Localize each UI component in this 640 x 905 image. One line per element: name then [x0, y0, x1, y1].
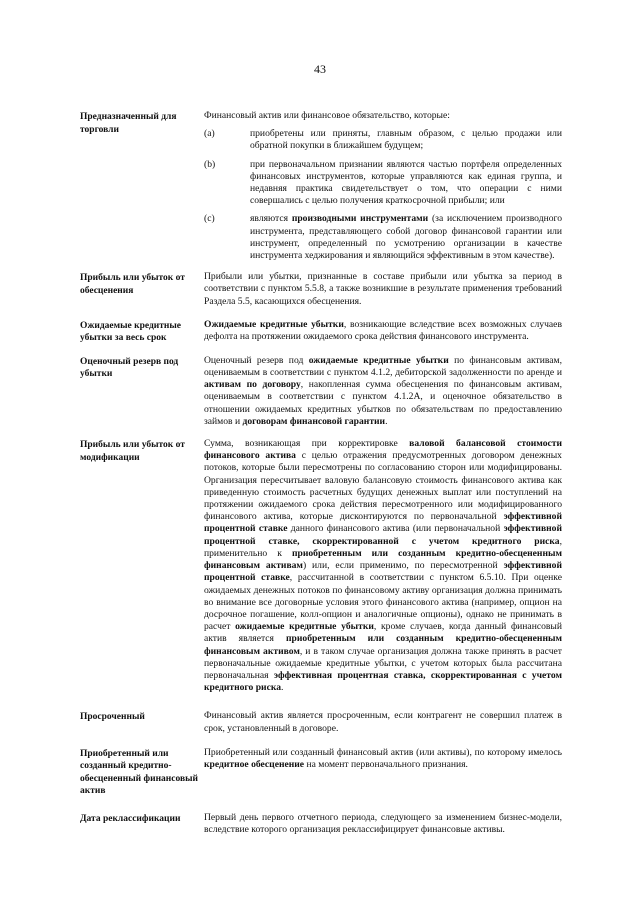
- definition: [204, 710, 562, 734]
- defined-term: эффективной процентной ставке: [204, 511, 562, 535]
- term: Прибыль или убыток от обесценения: [80, 273, 185, 296]
- glossary-entry-past-due: [80, 710, 562, 734]
- definition-text: Приобретенный или созданный финансовый актив (или активы), по которому имелось кредитное обесценение на момент первоначального признания.: [204, 746, 562, 770]
- definition-text: Оценочный резерв под ожидаемые кредитные убытки по финансовым активам, оцениваемым в соответствии с пунктом 4.1.2, дебиторской задолженности по аренде и активам по договору, накопленная сумма обесценения по финансовым активам, оцениваемым в соответствии с пунктом 4.1.2A, и оценочное обязательство в отношении ожидаемых кредитных убытков по обязательствам по предоставлению займов и договорам финансовой гарантии.: [204, 354, 562, 427]
- definition-intro: Финансовый актив или финансовое обязательство, которые:: [204, 110, 450, 121]
- defined-term: эффективной процентной ставке: [204, 560, 562, 584]
- term: Предназначенный для торговли: [80, 112, 177, 135]
- term: Ожидаемые кредитные убытки за весь срок: [80, 320, 182, 344]
- definition: [204, 319, 562, 343]
- defined-term: приобретенным или созданным кредитно-обесцененным финансовым активом: [204, 633, 563, 657]
- glossary-entry-modification-gain-loss: [80, 438, 562, 694]
- term: Прибыль или убыток от модификации: [80, 440, 185, 463]
- list-item: [204, 159, 562, 208]
- glossary-entry-lifetime-ecl: [80, 319, 562, 345]
- glossary-entry-held-for-trading: [80, 110, 562, 262]
- glossary-entry-reclassification-date: [80, 812, 562, 836]
- defined-term: эффективная процентная ставка, скорректированная с учетом кредитного риска: [204, 669, 562, 694]
- page-number: 43: [314, 62, 326, 76]
- defined-term: ожидаемые кредитные убытки: [235, 621, 374, 633]
- definition: [204, 812, 562, 836]
- list-item-label: (a): [204, 128, 215, 140]
- defined-term: валовой балансовой стоимости финансового актива: [204, 438, 562, 462]
- term: Просроченный: [80, 712, 145, 723]
- defined-term: активам по договору: [204, 379, 301, 391]
- list-item-text: являются производными инструментами (за исключением производного инструмента, представляющего собой договор финансовой гарантии или инструмент, определенный по усмотрению организации в качестве инструмента хеджирования и являющийся эффективным в этом качестве).: [250, 213, 563, 262]
- definition-text: Финансовый актив является просроченным, если контрагент не совершил платеж в срок, установленный в договоре.: [204, 710, 562, 734]
- list-item-text: при первоначальном признании являются частью портфеля определенных финансовых инструментов, которые управляются как единая группа, и недавняя практика свидетельствует о том, что операции с ними совершались с целью получения краткосрочной прибыли; или: [250, 158, 562, 207]
- definition-text: Сумма, возникающая при корректировке валовой балансовой стоимости финансового актива с целью отражения предусмотренных договором денежных потоков, которые были пересмотрены по согласованию сторон или модифицированы. Организация пересчитывает валовую балансовую стоимость финансового актива как приведенную стоимость расчетных будущих денежных выплат или поступлений на протяжении ожидаемого срока действия пересмотренного или модифицированного финансового актива, которые дисконтируются по первоначальной эффективной процентной ставке данного финансового актива (или первоначальной эффективной процентной ставке, скорректированной с учетом кредитного риска, применительно к приобретенным или созданным кредитно-обесцененным финансовым активам) или, если применимо, по пересмотренной эффективной процентной ставке, рассчитанной в соответствии с пунктом 6.5.10. При оценке ожидаемых денежных потоков по финансовому активу организация должна принимать во внимание все договорные условия этого финансового актива (например, опцион на досрочное погашение, колл-опцион и аналогичные опционы), однако не принимать в расчет ожидаемые кредитные убытки, кроме случаев, когда данный финансовый актив является приобретенным или созданным кредитно-обесцененным финансовым активом, и в таком случае организация должна также принять в расчет первоначальные ожидаемые кредитные убытки, с учетом которых была рассчитана первоначальная эффективная процентная ставка, скорректированная с учетом кредитного риска.: [204, 438, 563, 694]
- definition: [204, 355, 562, 428]
- definition: [204, 747, 562, 771]
- definition: [204, 110, 562, 262]
- term: Приобретенный или созданный кредитно-обесцененный финансовый актив: [80, 748, 199, 797]
- defined-term: ожидаемые кредитные убытки: [308, 354, 449, 366]
- list-item-label: (b): [204, 158, 216, 170]
- defined-term: кредитное обесценение: [204, 758, 305, 770]
- list-item-label: (c): [204, 213, 215, 225]
- defined-term: эффективной процентной ставке, скорректированной с учетом кредитного риска: [204, 523, 562, 547]
- list-item: [204, 213, 562, 262]
- list-item: [204, 128, 562, 152]
- glossary-entry-poci-financial-asset: [80, 747, 562, 798]
- glossary: [80, 110, 562, 836]
- definition-text: Первый день первого отчетного периода, следующего за изменением бизнес-модели, вследствие которого организация реклассифицирует финансовые активы.: [204, 811, 562, 835]
- list-item-text: приобретены или приняты, главным образом, с целью продажи или обратной покупки в ближайшем будущем;: [250, 128, 562, 152]
- defined-term: Ожидаемые кредитные убытки: [204, 318, 344, 330]
- term: Дата реклассификации: [80, 813, 181, 824]
- term: Оценочный резерв под убытки: [80, 356, 179, 380]
- definition-text: Прибыли или убытки, признанные в составе прибыли или убытка за период в соответствии с пунктом 5.5.8, а также возникшие в результате применения требований Раздела 5.5, касающихся обесценения.: [204, 271, 562, 307]
- defined-term: приобретенным или созданным кредитно-обесцененным финансовым активам: [204, 547, 562, 572]
- defined-term: производными инструментами: [291, 213, 429, 225]
- glossary-entry-impairment-gain-loss: [80, 271, 562, 308]
- definition: [204, 271, 562, 308]
- glossary-entry-loss-allowance: [80, 355, 562, 428]
- definition-text: Ожидаемые кредитные убытки, возникающие вследствие всех возможных случаев дефолта на протяжении ожидаемого срока действия финансового инструмента.: [204, 318, 562, 343]
- defined-term: договорам финансовой гарантии: [242, 415, 386, 427]
- definition: [204, 438, 562, 694]
